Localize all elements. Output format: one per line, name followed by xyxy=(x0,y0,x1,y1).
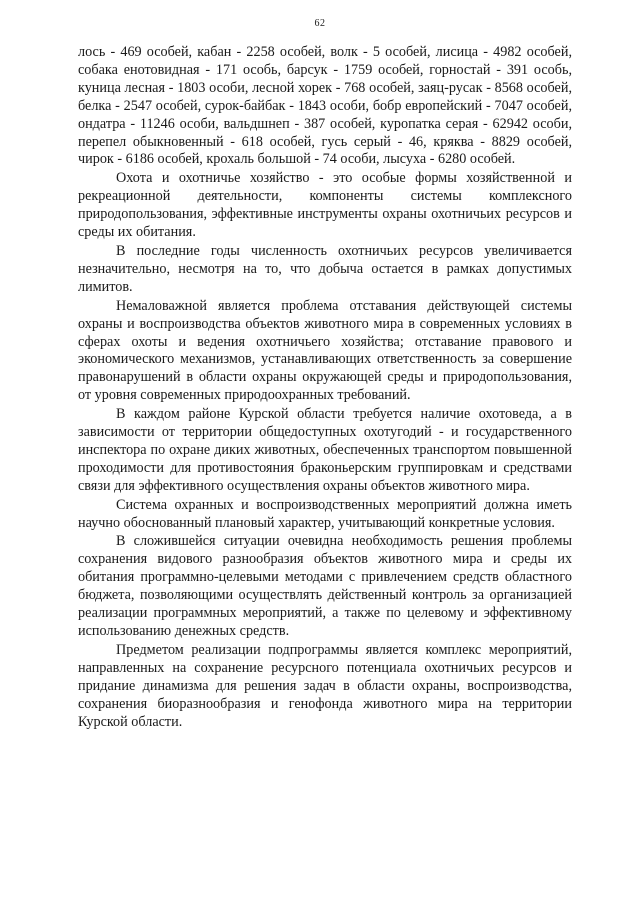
paragraph-hunting-definition: Охота и охотничье хозяйство - это особые формы хозяйственной и рекреационной деятельности, компоненты системы комплексного природопользования, эффективные инструменты охраны охотничьих ресурсов и среды их обитания. xyxy=(78,170,572,241)
paragraph-lagging-system: Немаловажной является проблема отставания действующей системы охраны и воспроизводства объектов животного мира в современных условиях в сферах охоты и ведения охотничьего хозяйства; отставание правового и экономического механизмов, устанавливающих ответственность за совершение правонарушений в области охраны окружающей среды и природопользования, от уровня современных природоохранных требований. xyxy=(78,297,572,404)
page-number: 62 xyxy=(314,18,326,29)
document-body xyxy=(78,44,572,731)
paragraph-subprogram-subject: Предметом реализации подпрограммы является комплекс мероприятий, направленных на сохранение ресурсного потенциала охотничьих ресурсов и придание динамизма для решения задач в области охраны, воспроизводства, сохранения биоразнообразия и генофонда животного мира на территории Курской области. xyxy=(78,641,572,730)
paragraph-current-situation: В сложившейся ситуации очевидна необходимость решения проблемы сохранения видового разнообразия объектов животного мира и среды их обитания программно-целевыми методами с привлечением средств областного бюджета, позволяющими осуществлять действенный контроль за организацией реализации программных мероприятий, а также по целевому и эффективному использованию денежных средств. xyxy=(78,533,572,639)
paragraph-animal-counts: лось - 469 особей, кабан - 2258 особей, волк - 5 особей, лисица - 4982 особей, собака енотовидная - 171 особь, барсук - 1759 особей, горностай - 391 особь, куница лесная - 1803 особи, лесной хорек - 768 особей, заяц-русак - 8568 особей, белка - 2547 особей, сурок-байбак - 1843 особи, бобр европейский - 7047 особей, ондатра - 11246 особи, вальдшнеп - 387 особей, куропатка серая - 62942 особи, перепел обыкновенный - 618 особей, гусь серый - 46, кряква - 8829 особей, чирок - 6186 особей, крохаль большой - 74 особи, лысуха - 6280 особей. xyxy=(78,44,572,168)
paragraph-protective-measures: Система охранных и воспроизводственных мероприятий должна иметь научно обоснованный плановый характер, учитывающий конкретные условия. xyxy=(78,496,572,531)
paragraph-district-hunting-expert: В каждом районе Курской области требуется наличие охотоведа, а в зависимости от территории общедоступных охотугодий - и государственного инспектора по охране диких животных, обеспеченных транспортом повышенной проходимости для противостояния браконьерским группировкам и средствами связи для эффективного осуществления охраны объектов животного мира. xyxy=(78,406,572,494)
paragraph-resource-numbers: В последние годы численность охотничьих ресурсов увеличивается незначительно, несмотря на то, что добыча остается в рамках допустимых лимитов. xyxy=(78,242,572,295)
